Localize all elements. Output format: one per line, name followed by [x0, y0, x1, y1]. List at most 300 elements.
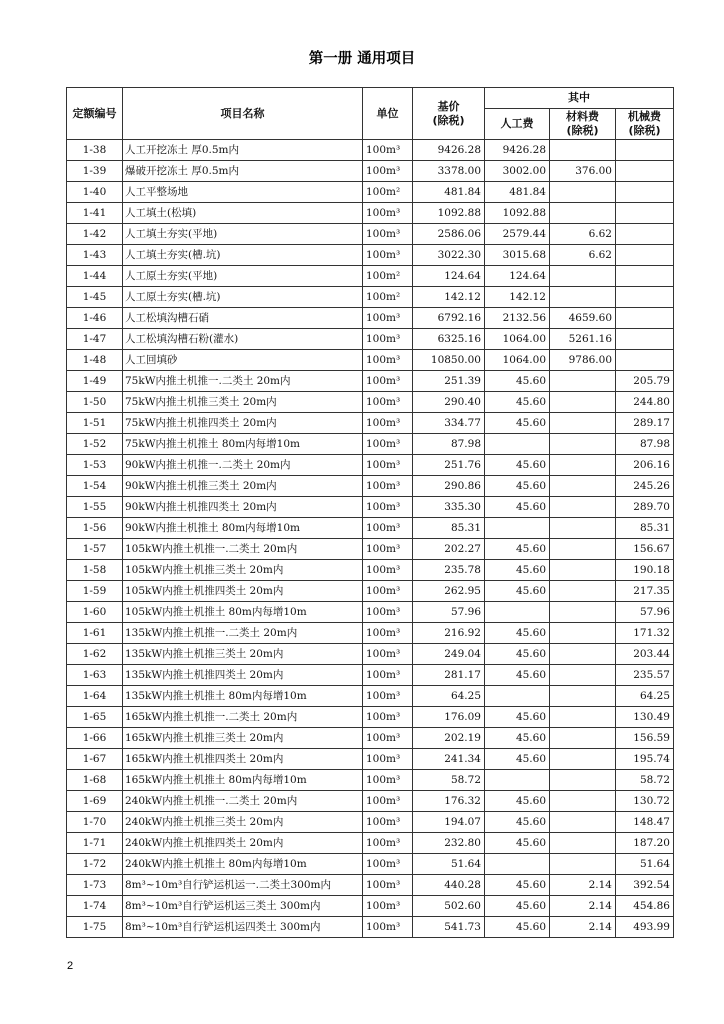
- cell-machinery: [616, 140, 674, 161]
- cell-name: 90kW内推土机推一.二类土 20m内: [123, 455, 363, 476]
- cell-machinery: 87.98: [616, 434, 674, 455]
- table-row: [67, 350, 674, 371]
- cell-base-price: 194.07: [413, 812, 485, 833]
- cell-base-price: 10850.00: [413, 350, 485, 371]
- header-unit: 单位: [363, 88, 413, 140]
- cell-material: [550, 182, 616, 203]
- cell-unit: 100m³: [363, 854, 413, 875]
- cell-unit: 100m³: [363, 896, 413, 917]
- cell-machinery: 206.16: [616, 455, 674, 476]
- cell-machinery: [616, 182, 674, 203]
- cell-machinery: 58.72: [616, 770, 674, 791]
- cell-name: 人工平整场地: [123, 182, 363, 203]
- cell-machinery: 217.35: [616, 581, 674, 602]
- cell-unit: 100m³: [363, 371, 413, 392]
- cell-machinery: 454.86: [616, 896, 674, 917]
- cell-labor: 45.60: [485, 875, 550, 896]
- cell-base-price: 334.77: [413, 413, 485, 434]
- cell-machinery: [616, 203, 674, 224]
- cell-code: 1-47: [67, 329, 123, 350]
- cell-labor: 3015.68: [485, 245, 550, 266]
- cell-machinery: 190.18: [616, 560, 674, 581]
- cell-base-price: 202.27: [413, 539, 485, 560]
- cell-unit: 100m³: [363, 434, 413, 455]
- cell-material: [550, 602, 616, 623]
- cell-code: 1-55: [67, 497, 123, 518]
- cell-code: 1-38: [67, 140, 123, 161]
- cell-base-price: 502.60: [413, 896, 485, 917]
- cell-machinery: 130.49: [616, 707, 674, 728]
- cell-base-price: 58.72: [413, 770, 485, 791]
- cell-code: 1-60: [67, 602, 123, 623]
- cell-labor: 142.12: [485, 287, 550, 308]
- cell-name: 105kW内推土机推土 80m内每增10m: [123, 602, 363, 623]
- cell-material: 6.62: [550, 224, 616, 245]
- cell-code: 1-69: [67, 791, 123, 812]
- cell-unit: 100m³: [363, 749, 413, 770]
- table-row: [67, 182, 674, 203]
- table-row: [67, 581, 674, 602]
- cell-labor: 45.60: [485, 833, 550, 854]
- cell-labor: 45.60: [485, 476, 550, 497]
- cell-code: 1-74: [67, 896, 123, 917]
- cell-code: 1-45: [67, 287, 123, 308]
- cell-base-price: 241.34: [413, 749, 485, 770]
- header-breakdown: 其中: [485, 88, 674, 109]
- cell-material: [550, 728, 616, 749]
- cell-name: 135kW内推土机推一.二类土 20m内: [123, 623, 363, 644]
- cell-name: 165kW内推土机推土 80m内每增10m: [123, 770, 363, 791]
- cell-unit: 100m³: [363, 455, 413, 476]
- cell-material: [550, 476, 616, 497]
- quota-table: [66, 87, 674, 938]
- cell-name: 165kW内推土机推一.二类土 20m内: [123, 707, 363, 728]
- cell-base-price: 541.73: [413, 917, 485, 938]
- cell-machinery: [616, 224, 674, 245]
- cell-material: [550, 686, 616, 707]
- table-row: [67, 329, 674, 350]
- cell-labor: 45.60: [485, 539, 550, 560]
- cell-unit: 100m³: [363, 497, 413, 518]
- table-row: [67, 602, 674, 623]
- cell-material: [550, 455, 616, 476]
- cell-base-price: 262.95: [413, 581, 485, 602]
- table-row: [67, 686, 674, 707]
- cell-base-price: 6325.16: [413, 329, 485, 350]
- table-row: [67, 875, 674, 896]
- cell-machinery: 245.26: [616, 476, 674, 497]
- cell-machinery: 156.59: [616, 728, 674, 749]
- cell-name: 8m³~10m³自行铲运机运一.二类土300m内: [123, 875, 363, 896]
- cell-code: 1-68: [67, 770, 123, 791]
- cell-machinery: 235.57: [616, 665, 674, 686]
- cell-name: 240kW内推土机推土 80m内每增10m: [123, 854, 363, 875]
- cell-unit: 100m³: [363, 707, 413, 728]
- cell-base-price: 176.09: [413, 707, 485, 728]
- cell-code: 1-52: [67, 434, 123, 455]
- cell-unit: 100m³: [363, 644, 413, 665]
- header-material: 材料费 (除税): [550, 109, 616, 140]
- cell-unit: 100m³: [363, 518, 413, 539]
- page-title: 第一册 通用项目: [308, 51, 416, 67]
- cell-code: 1-46: [67, 308, 123, 329]
- header-base-price: 基价 (除税): [413, 88, 485, 140]
- cell-name: 75kW内推土机推土 80m内每增10m: [123, 434, 363, 455]
- cell-labor: 45.60: [485, 623, 550, 644]
- cell-name: 105kW内推土机推三类土 20m内: [123, 560, 363, 581]
- cell-base-price: 57.96: [413, 602, 485, 623]
- table-body: [67, 140, 674, 938]
- cell-base-price: 3378.00: [413, 161, 485, 182]
- cell-unit: 100m³: [363, 875, 413, 896]
- cell-code: 1-56: [67, 518, 123, 539]
- cell-base-price: 64.25: [413, 686, 485, 707]
- cell-code: 1-58: [67, 560, 123, 581]
- cell-unit: 100m³: [363, 476, 413, 497]
- cell-material: [550, 707, 616, 728]
- table-row: [67, 245, 674, 266]
- cell-base-price: 142.12: [413, 287, 485, 308]
- table-row: [67, 308, 674, 329]
- cell-labor: 1064.00: [485, 350, 550, 371]
- cell-labor: 45.60: [485, 728, 550, 749]
- cell-machinery: 289.70: [616, 497, 674, 518]
- cell-name: 240kW内推土机推三类土 20m内: [123, 812, 363, 833]
- cell-machinery: 130.72: [616, 791, 674, 812]
- cell-labor: 2579.44: [485, 224, 550, 245]
- cell-code: 1-65: [67, 707, 123, 728]
- cell-unit: 100m²: [363, 266, 413, 287]
- table-row: [67, 392, 674, 413]
- cell-unit: 100m³: [363, 623, 413, 644]
- cell-material: [550, 854, 616, 875]
- cell-material: [550, 203, 616, 224]
- cell-labor: 45.60: [485, 497, 550, 518]
- cell-material: [550, 287, 616, 308]
- cell-material: 4659.60: [550, 308, 616, 329]
- cell-base-price: 202.19: [413, 728, 485, 749]
- cell-unit: 100m³: [363, 140, 413, 161]
- table-row: [67, 560, 674, 581]
- cell-unit: 100m³: [363, 329, 413, 350]
- cell-code: 1-42: [67, 224, 123, 245]
- cell-base-price: 481.84: [413, 182, 485, 203]
- cell-code: 1-51: [67, 413, 123, 434]
- table-row: [67, 413, 674, 434]
- cell-name: 8m³~10m³自行铲运机运三类土 300m内: [123, 896, 363, 917]
- cell-base-price: 251.39: [413, 371, 485, 392]
- cell-code: 1-40: [67, 182, 123, 203]
- table-row: [67, 224, 674, 245]
- cell-base-price: 6792.16: [413, 308, 485, 329]
- cell-base-price: 251.76: [413, 455, 485, 476]
- cell-labor: [485, 518, 550, 539]
- cell-labor: 45.60: [485, 917, 550, 938]
- cell-base-price: 124.64: [413, 266, 485, 287]
- cell-material: [550, 833, 616, 854]
- cell-name: 240kW内推土机推四类土 20m内: [123, 833, 363, 854]
- cell-labor: 45.60: [485, 791, 550, 812]
- cell-labor: 45.60: [485, 707, 550, 728]
- cell-material: [550, 413, 616, 434]
- cell-machinery: [616, 329, 674, 350]
- cell-code: 1-44: [67, 266, 123, 287]
- cell-unit: 100m³: [363, 791, 413, 812]
- table-row: [67, 791, 674, 812]
- cell-material: [550, 581, 616, 602]
- cell-code: 1-57: [67, 539, 123, 560]
- cell-unit: 100m³: [363, 833, 413, 854]
- cell-base-price: 335.30: [413, 497, 485, 518]
- cell-labor: 45.60: [485, 644, 550, 665]
- cell-name: 90kW内推土机推土 80m内每增10m: [123, 518, 363, 539]
- cell-base-price: 232.80: [413, 833, 485, 854]
- cell-labor: [485, 854, 550, 875]
- table-row: [67, 140, 674, 161]
- cell-labor: 45.60: [485, 392, 550, 413]
- cell-code: 1-43: [67, 245, 123, 266]
- cell-base-price: 235.78: [413, 560, 485, 581]
- cell-material: 2.14: [550, 896, 616, 917]
- cell-labor: 45.60: [485, 455, 550, 476]
- cell-material: [550, 770, 616, 791]
- cell-name: 人工回填砂: [123, 350, 363, 371]
- cell-code: 1-71: [67, 833, 123, 854]
- cell-unit: 100m³: [363, 392, 413, 413]
- cell-material: [550, 518, 616, 539]
- cell-code: 1-62: [67, 644, 123, 665]
- table-row: [67, 476, 674, 497]
- cell-labor: 45.60: [485, 581, 550, 602]
- cell-unit: 100m³: [363, 161, 413, 182]
- cell-machinery: [616, 266, 674, 287]
- cell-machinery: 85.31: [616, 518, 674, 539]
- cell-material: [550, 434, 616, 455]
- cell-material: 6.62: [550, 245, 616, 266]
- cell-material: [550, 644, 616, 665]
- cell-code: 1-54: [67, 476, 123, 497]
- cell-material: 2.14: [550, 875, 616, 896]
- table-row: [67, 770, 674, 791]
- cell-material: [550, 812, 616, 833]
- cell-name: 人工填土夯实(平地): [123, 224, 363, 245]
- cell-code: 1-49: [67, 371, 123, 392]
- cell-machinery: 392.54: [616, 875, 674, 896]
- page-number: 2: [67, 960, 74, 972]
- table-row: [67, 623, 674, 644]
- cell-machinery: 156.67: [616, 539, 674, 560]
- cell-machinery: [616, 308, 674, 329]
- table-row: [67, 161, 674, 182]
- cell-base-price: 51.64: [413, 854, 485, 875]
- cell-machinery: [616, 245, 674, 266]
- cell-unit: 100m³: [363, 539, 413, 560]
- cell-labor: 45.60: [485, 560, 550, 581]
- cell-unit: 100m³: [363, 203, 413, 224]
- table-row: [67, 434, 674, 455]
- cell-machinery: 57.96: [616, 602, 674, 623]
- cell-name: 75kW内推土机推三类土 20m内: [123, 392, 363, 413]
- cell-name: 人工开挖冻土 厚0.5m内: [123, 140, 363, 161]
- cell-unit: 100m³: [363, 665, 413, 686]
- cell-machinery: 493.99: [616, 917, 674, 938]
- cell-material: [550, 140, 616, 161]
- cell-code: 1-64: [67, 686, 123, 707]
- cell-material: [550, 392, 616, 413]
- cell-material: [550, 497, 616, 518]
- table-row: [67, 266, 674, 287]
- cell-name: 人工填土夯实(槽.坑): [123, 245, 363, 266]
- cell-labor: [485, 686, 550, 707]
- cell-name: 8m³~10m³自行铲运机运四类土 300m内: [123, 917, 363, 938]
- cell-material: [550, 623, 616, 644]
- cell-labor: 45.60: [485, 812, 550, 833]
- cell-name: 135kW内推土机推土 80m内每增10m: [123, 686, 363, 707]
- cell-code: 1-73: [67, 875, 123, 896]
- cell-name: 165kW内推土机推三类土 20m内: [123, 728, 363, 749]
- header-name: 项目名称: [123, 88, 363, 140]
- header-machinery: 机械费 (除税): [616, 109, 674, 140]
- cell-name: 人工原土夯实(平地): [123, 266, 363, 287]
- header-labor: 人工费: [485, 109, 550, 140]
- cell-code: 1-66: [67, 728, 123, 749]
- table-row: [67, 707, 674, 728]
- cell-material: 9786.00: [550, 350, 616, 371]
- cell-labor: [485, 602, 550, 623]
- table-row: [67, 854, 674, 875]
- cell-code: 1-61: [67, 623, 123, 644]
- cell-unit: 100m³: [363, 581, 413, 602]
- cell-name: 75kW内推土机推四类土 20m内: [123, 413, 363, 434]
- cell-code: 1-53: [67, 455, 123, 476]
- cell-machinery: 64.25: [616, 686, 674, 707]
- cell-machinery: [616, 287, 674, 308]
- cell-base-price: 1092.88: [413, 203, 485, 224]
- cell-material: [550, 266, 616, 287]
- cell-code: 1-72: [67, 854, 123, 875]
- cell-code: 1-39: [67, 161, 123, 182]
- cell-machinery: 171.32: [616, 623, 674, 644]
- cell-name: 人工填土(松填): [123, 203, 363, 224]
- cell-unit: 100m³: [363, 812, 413, 833]
- cell-material: [550, 560, 616, 581]
- cell-machinery: 289.17: [616, 413, 674, 434]
- cell-labor: 45.60: [485, 896, 550, 917]
- cell-unit: 100m³: [363, 224, 413, 245]
- cell-unit: 100m³: [363, 770, 413, 791]
- cell-base-price: 2586.06: [413, 224, 485, 245]
- cell-machinery: 187.20: [616, 833, 674, 854]
- table-row: [67, 728, 674, 749]
- cell-unit: 100m³: [363, 728, 413, 749]
- cell-name: 135kW内推土机推三类土 20m内: [123, 644, 363, 665]
- cell-base-price: 249.04: [413, 644, 485, 665]
- cell-unit: 100m³: [363, 560, 413, 581]
- cell-code: 1-50: [67, 392, 123, 413]
- cell-unit: 100m²: [363, 182, 413, 203]
- cell-code: 1-67: [67, 749, 123, 770]
- cell-base-price: 440.28: [413, 875, 485, 896]
- cell-code: 1-70: [67, 812, 123, 833]
- header-code: 定额编号: [67, 88, 123, 140]
- cell-base-price: 281.17: [413, 665, 485, 686]
- table-row: [67, 644, 674, 665]
- cell-material: [550, 749, 616, 770]
- cell-labor: 45.60: [485, 749, 550, 770]
- cell-name: 105kW内推土机推四类土 20m内: [123, 581, 363, 602]
- table-row: [67, 371, 674, 392]
- cell-name: 人工松填沟槽石硝: [123, 308, 363, 329]
- cell-code: 1-48: [67, 350, 123, 371]
- cell-labor: 45.60: [485, 371, 550, 392]
- table-row: [67, 812, 674, 833]
- cell-base-price: 9426.28: [413, 140, 485, 161]
- table-row: [67, 665, 674, 686]
- cell-base-price: 85.31: [413, 518, 485, 539]
- cell-labor: 45.60: [485, 665, 550, 686]
- table-row: [67, 896, 674, 917]
- cell-labor: 3002.00: [485, 161, 550, 182]
- cell-labor: 2132.56: [485, 308, 550, 329]
- cell-material: 376.00: [550, 161, 616, 182]
- cell-labor: 481.84: [485, 182, 550, 203]
- cell-machinery: 203.44: [616, 644, 674, 665]
- cell-base-price: 290.40: [413, 392, 485, 413]
- cell-unit: 100m³: [363, 686, 413, 707]
- cell-labor: [485, 434, 550, 455]
- cell-name: 人工松填沟槽石粉(灌水): [123, 329, 363, 350]
- table-row: [67, 749, 674, 770]
- cell-unit: 100m³: [363, 917, 413, 938]
- table-row: [67, 287, 674, 308]
- cell-name: 240kW内推土机推一.二类土 20m内: [123, 791, 363, 812]
- cell-code: 1-75: [67, 917, 123, 938]
- cell-machinery: 195.74: [616, 749, 674, 770]
- cell-machinery: [616, 350, 674, 371]
- cell-base-price: 176.32: [413, 791, 485, 812]
- table-row: [67, 203, 674, 224]
- cell-unit: 100m³: [363, 308, 413, 329]
- cell-name: 135kW内推土机推四类土 20m内: [123, 665, 363, 686]
- table-row: [67, 917, 674, 938]
- cell-labor: 1092.88: [485, 203, 550, 224]
- table-row: [67, 455, 674, 476]
- cell-unit: 100m³: [363, 245, 413, 266]
- cell-base-price: 87.98: [413, 434, 485, 455]
- cell-unit: 100m³: [363, 602, 413, 623]
- cell-name: 105kW内推土机推一.二类土 20m内: [123, 539, 363, 560]
- cell-code: 1-63: [67, 665, 123, 686]
- cell-machinery: 244.80: [616, 392, 674, 413]
- cell-material: [550, 371, 616, 392]
- cell-code: 1-59: [67, 581, 123, 602]
- cell-material: [550, 665, 616, 686]
- cell-base-price: 216.92: [413, 623, 485, 644]
- cell-name: 人工原土夯实(槽.坑): [123, 287, 363, 308]
- cell-name: 爆破开挖冻土 厚0.5m内: [123, 161, 363, 182]
- cell-material: [550, 791, 616, 812]
- table-row: [67, 497, 674, 518]
- cell-machinery: 205.79: [616, 371, 674, 392]
- cell-machinery: [616, 161, 674, 182]
- cell-base-price: 290.86: [413, 476, 485, 497]
- cell-material: 2.14: [550, 917, 616, 938]
- cell-name: 90kW内推土机推四类土 20m内: [123, 497, 363, 518]
- table-row: [67, 518, 674, 539]
- cell-material: 5261.16: [550, 329, 616, 350]
- cell-machinery: 148.47: [616, 812, 674, 833]
- cell-labor: 45.60: [485, 413, 550, 434]
